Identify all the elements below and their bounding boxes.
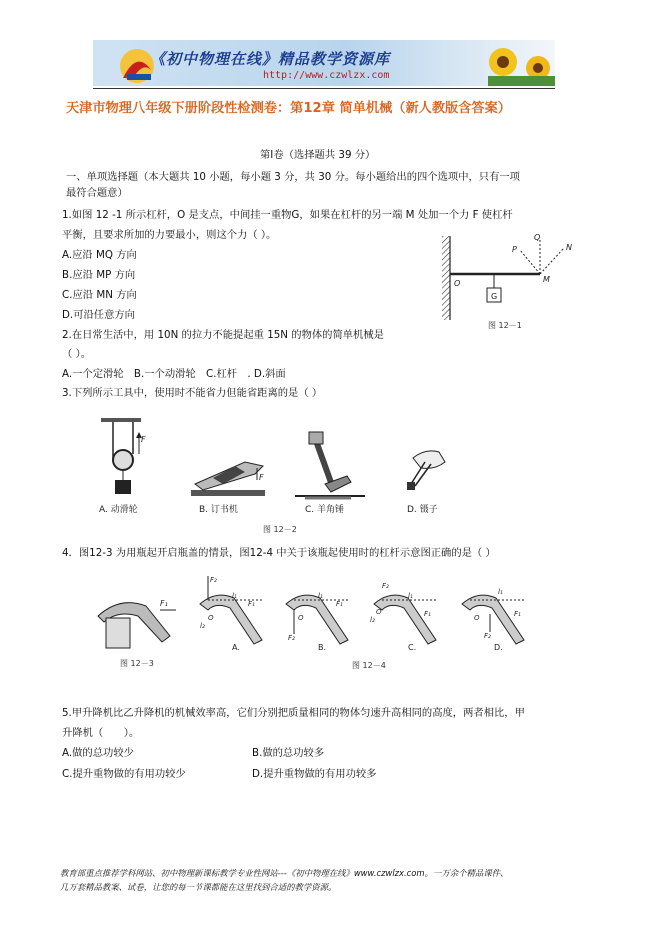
option-a-label: A. — [232, 643, 240, 652]
document-title: 天津市物理八年级下册阶段性检测卷：第12章 简单机械（新人教版含答案） — [66, 101, 511, 116]
svg-text:l₂: l₂ — [200, 622, 205, 630]
tool-label-c: C. 羊角锤 — [305, 505, 345, 515]
part-one-line1: 一、单项选择题（本大题共 10 小题，每小题 3 分，共 30 分。每小题给出的四个选项中，只有一项 — [66, 171, 520, 183]
q5-stem-line1: 5.甲升降机比乙升降机的机械效率高，它们分别把质量相同的物体匀速升高相同的高度，两者相比，甲 — [62, 707, 525, 719]
q5-option-c: C.提升重物做的有用功较少 — [62, 768, 186, 780]
svg-text:O: O — [376, 608, 382, 616]
svg-text:O: O — [474, 614, 480, 622]
bottle-opener-scene — [98, 599, 176, 668]
q1-option-b: B.应沿 MP 方向 — [62, 269, 136, 281]
q1-stem-line1: 1.如图 12 -1 所示杠杆，O 是支点，中间挂一重物G，如果在杠杆的另一端 M 处加一个力 F 使杠杆 — [62, 209, 513, 221]
q1-stem-line2: 平衡，且要求所加的力要最小，则这个力（ ）。 — [62, 229, 277, 241]
svg-text:F₁: F₁ — [248, 600, 255, 608]
footer — [60, 866, 508, 894]
figure-12-4-caption: 图 12－4 — [352, 661, 386, 670]
q3-stem: 3.下列所示工具中，使用时不能省力但能省距离的是（ ） — [62, 387, 323, 399]
svg-text:F₂: F₂ — [288, 634, 295, 642]
svg-text:l₁: l₁ — [408, 592, 413, 600]
diagram-d — [462, 588, 524, 652]
svg-text:O: O — [208, 614, 214, 622]
option-c-label: C. — [408, 643, 417, 652]
tool-label-a: A. 动滑轮 — [99, 505, 138, 515]
svg-text:l₁: l₁ — [318, 592, 323, 600]
figure-12-1 — [432, 230, 592, 340]
label-o: O — [454, 279, 461, 288]
svg-text:l₂: l₂ — [370, 616, 375, 624]
tool-tweezers — [407, 451, 445, 490]
diagram-a — [200, 576, 262, 652]
q1-option-a: A.应沿 MQ 方向 — [62, 249, 137, 261]
header-rule — [93, 88, 555, 89]
tool-label-d: D. 镊子 — [407, 505, 438, 515]
q5-option-a: A.做的总功较少 — [62, 747, 134, 759]
svg-text:F₂: F₂ — [210, 576, 217, 584]
diagram-c — [370, 582, 436, 652]
diagram-b — [286, 592, 348, 652]
figure-12-3-caption: 图 12－3 — [120, 659, 154, 668]
svg-text:F₁: F₁ — [424, 610, 431, 618]
tool-stapler — [191, 462, 265, 496]
tool-label-b: B. 订书机 — [199, 505, 238, 515]
option-d-label: D. — [494, 643, 503, 652]
q2-stem-line2: （ ）。 — [62, 348, 92, 360]
figure-12-2-caption: 图 12－2 — [263, 525, 297, 534]
svg-text:F₁: F₁ — [514, 610, 521, 618]
footer-line2: 几万套精品教案、试卷，让您的每一节课都能在这里找到合适的教学资源。 — [60, 882, 337, 892]
label-g: G — [491, 292, 498, 301]
q5-option-d: D.提升重物做的有用功较多 — [252, 768, 377, 780]
footer-line1: 教育部重点推荐学科网站、初中物理新课标教学专业性网站---《初中物理在线》www.czwlzx.com。一万余个精品课件、 — [60, 868, 509, 878]
q5-stem-line2: 升降机（ ）。 — [62, 727, 140, 739]
q1-option-c: C.应沿 MN 方向 — [62, 289, 137, 301]
section-title: 第Ⅰ卷（选择题共 39 分） — [260, 149, 376, 161]
q5-option-b: B.做的总功较多 — [252, 747, 325, 759]
figure-12-2 — [95, 418, 475, 536]
svg-text:l₁: l₁ — [232, 592, 237, 600]
force-label-a: F — [141, 435, 146, 444]
q4-stem: 4．图12-3 为用瓶起开启瓶盖的情景，图12-4 中关于该瓶起使用时的杠杆示意图正确的是（ ） — [62, 547, 496, 559]
label-n: N — [566, 243, 572, 252]
banner-title: 《初中物理在线》精品教学资源库 — [150, 50, 391, 68]
wall — [442, 236, 450, 320]
q2-options: A.一个定滑轮 B.一个动滑轮 C.杠杆 . D.斜面 — [62, 368, 286, 380]
option-b-label: B. — [318, 643, 327, 652]
f1-label-fig3: F₁ — [160, 599, 168, 608]
banner-url[interactable]: http://www.czwlzx.com — [263, 70, 390, 81]
svg-text:F₂: F₂ — [382, 582, 389, 590]
figure-12-1-caption: 图 12－1 — [488, 321, 522, 330]
q2-stem-line1: 2.在日常生活中，用 10N 的拉力不能提起重 15N 的物体的简单机械是 — [62, 329, 384, 341]
figure-12-3-12-4 — [90, 570, 540, 674]
svg-text:l₁: l₁ — [498, 588, 503, 596]
q1-option-d: D.可沿任意方向 — [62, 309, 135, 321]
svg-text:O: O — [298, 614, 304, 622]
tool-claw-hammer — [295, 432, 365, 498]
svg-text:F₂: F₂ — [484, 632, 491, 640]
label-p: P — [512, 245, 517, 254]
svg-text:F₁: F₁ — [336, 600, 343, 608]
label-q: Q — [534, 233, 541, 242]
label-m: M — [543, 275, 550, 284]
logo-base-icon — [127, 74, 151, 80]
part-one-line2: 最符合题意） — [66, 187, 128, 199]
tool-movable-pulley — [101, 418, 146, 494]
force-label-b: F — [259, 473, 264, 482]
